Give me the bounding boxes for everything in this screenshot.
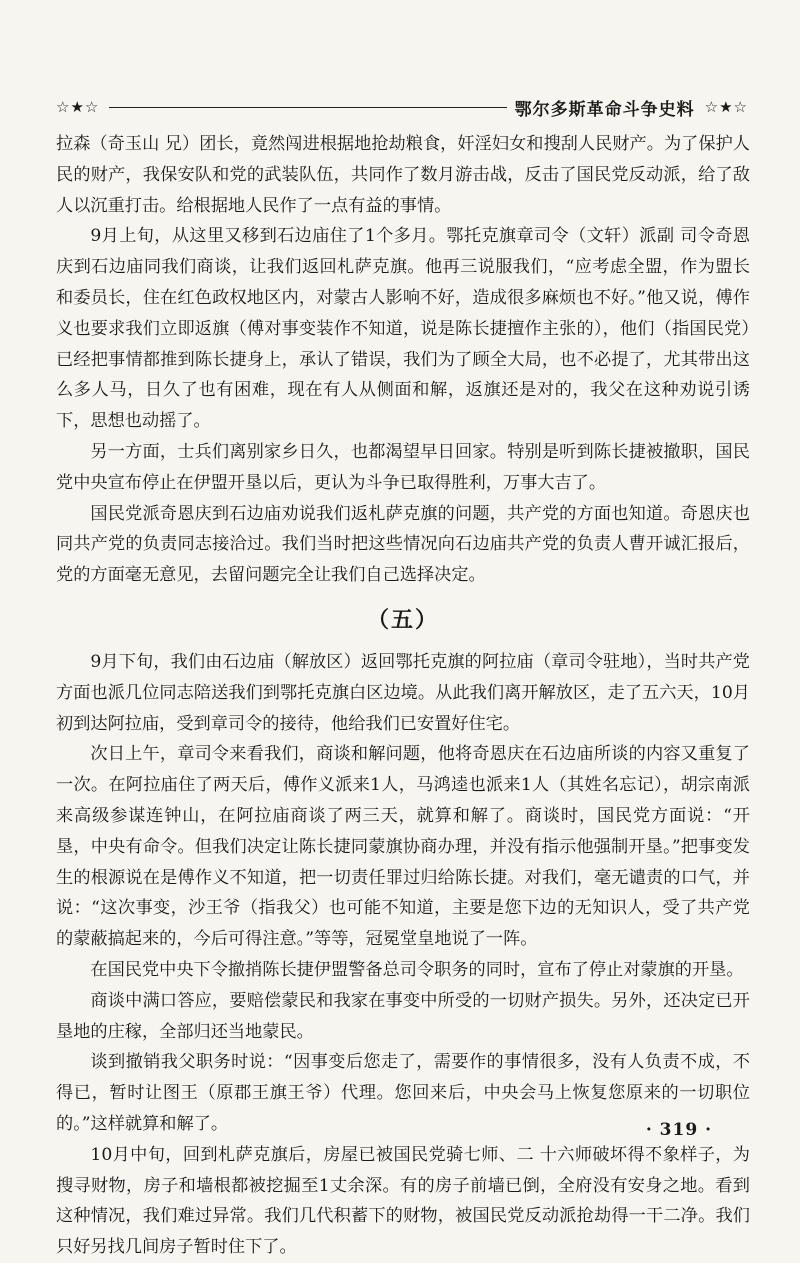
header-stars-right: ☆★☆	[704, 98, 748, 116]
paragraph: 谈到撤销我父职务时说：“因事变后您走了，需要作的事情很多，没有人负责不成，不得已，暂时让图王（原郡王旗王爷）代理。您回来后，中央会马上恢复您原来的一切职位的。”这样就算和解了。	[56, 1052, 750, 1134]
running-header	[56, 92, 748, 122]
book-title: 鄂尔多斯革命斗争史料	[514, 99, 695, 120]
paragraph: 次日上午，章司令来看我们，商谈和解问题，他将奇恩庆在石边庙所谈的内容又重复了一次。在阿拉庙住了两天后，傅作义派来1人，马鸿逵也派来1人（其姓名忘记），胡宗南派来高级参谋连钟山，在阿拉庙商谈了两三天，就算和解了。商谈时，国民党方面说：“开垦，中央有命令。但我们决定让陈长捷同蒙旗协商办理，并没有指示他强制开垦。”把事变发生的根源说在是傅作义不知道，把一切责任罪过归给陈长捷。对我们，毫无谴责的口气，并说：“这次事变，沙王爷（指我父）也可能不知道，主要是您下边的无知识人，受了共产党的蒙蔽搞起来的，今后可得注意。”等等，冠冕堂皇地说了一阵。	[56, 744, 750, 950]
paragraph: 拉森（奇玉山 兄）团长，竟然闯进根据地抢劫粮食，奸淫妇女和搜刮人民财产。为了保护人民的财产，我保安队和党的武装队伍，共同作了数月游击战，反击了国民党反动派，给了敌人以沉重打击。给根据地人民作了一点有益的事情。	[56, 134, 750, 216]
paragraph: 另一方面，士兵们离别家乡日久，也都渴望早日回家。特别是听到陈长捷被撤职，国民党中央宣布停止在伊盟开垦以后，更认为斗争已取得胜利，万事大吉了。	[56, 441, 750, 493]
paragraph: 10月中旬，回到札萨克旗后，房屋已被国民党骑七师、二 十六师破坏得不象样子，为搜寻财物，房子和墙根都被挖掘至1丈余深。有的房子前墙已倒，全府没有安身之地。看到这种情况，我们难过异常。我们几代积蓄下的财物，被国民党反动派抢劫得一干二净。我们只好另找几间房子暂时住下了。	[56, 1144, 750, 1258]
header-rule	[109, 107, 506, 108]
paragraph: 9月下旬，我们由石边庙（解放区）返回鄂托克旗的阿拉庙（章司令驻地），当时共产党方面也派几位同志陪送我们到鄂托克旗白区边境。从此我们离开解放区，走了五六天，10月初到达阿拉庙，受到章司令的接待，他给我们已安置好住宅。	[56, 651, 750, 734]
paragraph: 9月上旬，从这里又移到石边庙住了1个多月。鄂托克旗章司令（文轩）派副 司令奇恩庆到石边庙同我们商谈，让我们返回札萨克旗。他再三说服我们，“应考虑全盟，作为盟长和委员长，住在红色政权地区内，对蒙古人影响不好，造成很多麻烦也不好。”他又说，傅作义也要求我们立即返旗（傅对事变装作不知道，说是陈长捷擅作主张的），他们（指国民党）已经把事情都推到陈长捷身上，承认了错误，我们为了顾全大局，也不必提了，尤其带出这么多人马，日久了也有困难，现在有人从侧面和解，返旗还是对的，我父在这种劝说引诱下，思想也动摇了。	[56, 226, 750, 432]
page-body	[56, 129, 750, 1263]
section-title: （五）	[366, 606, 439, 633]
paragraph: 商谈中满口答应，要赔偿蒙民和我家在事变中所受的一切财产损失。另外，还决定已开垦地的庄稼，全部归还当地蒙民。	[56, 990, 750, 1042]
paragraph: 国民党派奇恩庆到石边庙劝说我们返札萨克旗的问题，共产党的方面也知道。奇恩庆也同共产党的负责同志接洽过。我们当时把这些情况向石边庙共产党的负责人曹开诚汇报后，党的方面毫无意见，去留问题完全让我们自己选择决定。	[56, 503, 750, 586]
page-number: · 319 ·	[645, 1120, 712, 1140]
paragraph: 在国民党中央下令撤捎陈长捷伊盟警备总司令职务的同时，宣布了停止对蒙旗的开垦。	[90, 959, 744, 980]
header-stars-left: ☆★☆	[56, 98, 100, 116]
